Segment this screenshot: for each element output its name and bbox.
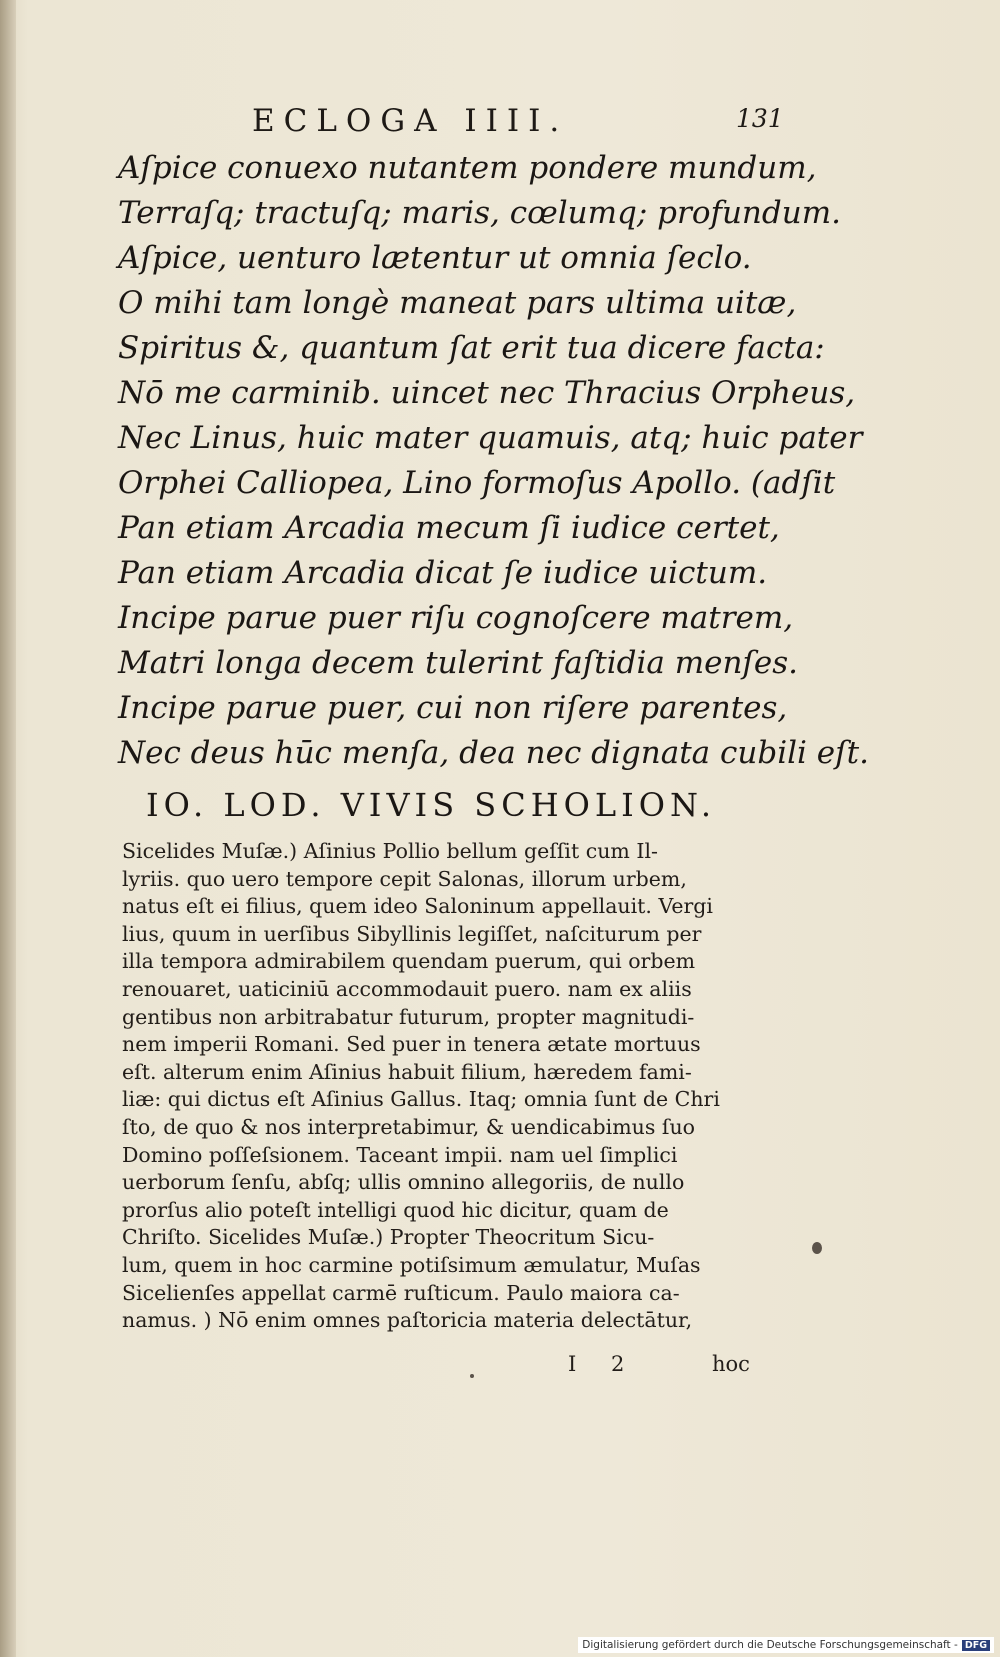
prose-line: lum, quem in hoc carmine potiſsimum æmulatur, Muſas bbox=[122, 1252, 701, 1277]
dfg-logo: DFG bbox=[962, 1640, 990, 1651]
verse-line: Spiritus &, quantum ſat erit tua dicere facta: bbox=[118, 330, 825, 366]
prose-line: liæ: qui dictus eſt Aſinius Gallus. Itaq; omnia ſunt de Chri bbox=[122, 1087, 720, 1112]
footer-text: Digitalisierung gefördert durch die Deutsche Forschungsgemeinschaft - bbox=[582, 1639, 958, 1651]
digitization-footer bbox=[578, 1637, 994, 1653]
verse-line: Incipe parue puer, cui non riſere parentes, bbox=[118, 690, 788, 726]
verse-line: Nec Linus, huic mater quamuis, atq; huic pater bbox=[118, 420, 863, 456]
signature-mark: I 2 bbox=[568, 1352, 639, 1376]
catchword: hoc bbox=[712, 1352, 750, 1376]
prose-line: nem imperii Romani. Sed puer in tenera ætate mortuus bbox=[122, 1032, 701, 1057]
prose-line: Domino poſſeſsionem. Taceant impii. nam uel ſimplici bbox=[122, 1142, 678, 1167]
prose-line: Chriſto. Sicelides Muſæ.) Propter Theocritum Sicu- bbox=[122, 1225, 655, 1250]
prose-line: uerborum ſenſu, abſq; ullis omnino allegoriis, de nullo bbox=[122, 1170, 685, 1195]
verse-line: Aſpice, uenturo lætentur ut omnia ſeclo. bbox=[118, 240, 752, 276]
verse-line: Orphei Calliopea, Lino formoſus Apollo. (adſit bbox=[118, 465, 836, 501]
prose-line: lius, quum in uerſibus Sibyllinis legiſſet, naſciturum per bbox=[122, 921, 702, 946]
prose-line: illa tempora admirabilem quendam puerum, qui orbem bbox=[122, 949, 696, 974]
prose-line: prorſus alio poteſt intelligi quod hic dicitur, quam de bbox=[122, 1197, 669, 1222]
prose-line: renouaret, uaticiniū accommodauit puero. nam ex aliis bbox=[122, 976, 692, 1001]
prose-line: natus eſt ei filius, quem ideo Saloninum appellauit. Vergi bbox=[122, 894, 713, 919]
page-gutter bbox=[0, 0, 16, 1657]
scholion-heading: IO. LOD. VIVIS SCHOLION. bbox=[146, 786, 717, 824]
prose-line: ſto, de quo & nos interpretabimur, & uendicabimus ſuo bbox=[122, 1114, 696, 1139]
verse-line: Incipe parue puer riſu cognoſcere matrem, bbox=[118, 600, 794, 636]
verse-line: Terraſq; tractuſq; maris, cœlumq; profundum. bbox=[118, 195, 841, 231]
ink-speck bbox=[812, 1242, 822, 1254]
verse-line: Pan etiam Arcadia mecum ſi iudice certet, bbox=[118, 510, 780, 546]
verse-line: O mihi tam longè maneat pars ultima uitæ, bbox=[118, 285, 797, 321]
verse-line: Pan etiam Arcadia dicat ſe iudice uictum. bbox=[118, 555, 768, 591]
prose-line: eſt. alterum enim Aſinius habuit filium, hæredem fami- bbox=[122, 1059, 692, 1084]
prose-line: lyriis. quo uero tempore cepit Salonas, illorum urbem, bbox=[122, 866, 687, 891]
verse-line: Aſpice conuexo nutantem pondere mundum, bbox=[118, 150, 817, 186]
running-header: ECLOGA IIII. bbox=[252, 103, 569, 139]
ink-speck bbox=[470, 1374, 474, 1378]
prose-line: Sicelienſes appellat carmē ruſticum. Paulo maiora ca- bbox=[122, 1280, 680, 1305]
folio-number: 131 bbox=[736, 104, 784, 133]
verse-line: Nec deus hūc menſa, dea nec dignata cubili eſt. bbox=[118, 735, 869, 771]
prose-line: namus. ) Nō enim omnes paſtoricia materia delectātur, bbox=[122, 1308, 693, 1333]
prose-line: Sicelides Muſæ.) Aſinius Pollio bellum geſſit cum Il- bbox=[122, 839, 658, 863]
verse-block bbox=[118, 146, 869, 776]
scholion-text bbox=[122, 838, 762, 1335]
prose-line: gentibus non arbitrabatur futurum, propter magnitudi- bbox=[122, 1004, 695, 1029]
verse-line: Matri longa decem tulerint faſtidia menſes. bbox=[118, 645, 799, 681]
verse-line: Nō me carminib. uincet nec Thracius Orpheus, bbox=[118, 375, 856, 411]
